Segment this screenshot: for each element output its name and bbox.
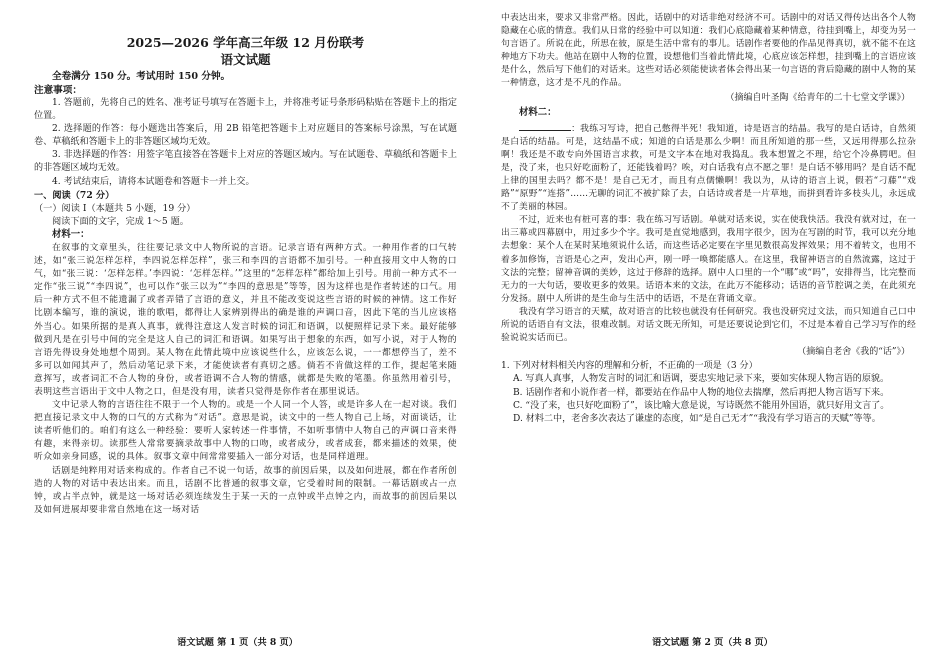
question-1: 1. 下列对材料相关内容的理解和分析，不正确的一项是（3 分）	[501, 361, 758, 372]
page-2-footer: 语文试题 第 2 页（共 8 页）	[652, 637, 773, 648]
fill-blank	[519, 120, 571, 131]
option-b: B. 话剧作者和小说作者一样，都要站在作品中人物的地位去揣摩，然后再把人物言语写下来。	[513, 387, 890, 398]
material-2-source: （摘编自老舍《我的“话”》）	[797, 347, 910, 358]
material-1-continued: 中表达出来，要求又非常严格。因此，话剧中的对话非绝对经济不可。话剧中的对话又得传达出各个人物隐藏在心底的情意。我们从日常的经验中可以知道：我们心底隐藏着某种情意，待挂到嘴上，却变为另一句言语了。所说在此，所思在彼，原是生活中常有的事儿。话剧作者要他的作品见得真切，就不能不在这种地方下功夫。他站在剧中人物的位置，设想他们当着此情此境，心底应该怎样想，挂到嘴上的言语应该是什么，然后写下他们的对话来。这些对话必须能使读者体会得出某一句言语的背后隐藏的剧中人物的某一种情意，这才是不凡的作品。	[501, 13, 916, 89]
notice-heading: 注意事项：	[34, 85, 82, 96]
notice-item: 3. 非选择题的作答：用签字笔直接答在答题卡上对应的答题区域内。写在试题卷、草稿纸和答题卡上的非答题区域均无效。	[34, 150, 457, 174]
material-1-paragraph: 话剧是纯粹用对话来构成的。作者自己不说一句话，故事的前因后果，以及如何进展，都在作者所创造的人物的对话中表达出来。而且，话剧不比普通的叙事文章，它受着时间的限制。一幕话剧或占一点钟，或占半点钟，就是这一场对话必须连续发生于某一天的一点钟或半点钟之内，而故事的前因后果以及如何进展却要非常自然地在这一场对话	[34, 465, 457, 515]
material-2-paragraph: 我没有学习语言的天赋，故对语言的比较也就没有任何研究。我也没研究过文法，而只知道自己口中所说的话语自有文法，很难改制。对话文既无所知，可是还要说论到它们，不过是本着自己学习写作的经验说说实话而已。	[501, 306, 916, 344]
notice-item: 2. 选择题的作答：每小题选出答案后，用 2B 铅笔把答题卡上对应题目的答案标号涂黑，写在试题卷、草稿纸和答题卡上的非答题区域均无效。	[34, 124, 457, 148]
option-c: C. “没了来，也只好吃面粉了”，该比喻大意是说，写诗既然不能用外国语，就只好用文言了。	[513, 400, 890, 411]
material-2-text: ：我练习写诗，把自己憋得半死！我知道，诗是语言的结晶。我写的是白话诗，自然须是白话的结晶。可是，这结晶不成；知道的白话是那么少啊！而且所知道的那一些，又远用得那么拉杂啊！我还是不敢专向外国语言求救，可是文字本在地对我捣乱。我本想置之不理，给它个冷鼻腭吧。但是，没了来，也只好吃面粉了，还能钱着吗？唉，对白话我有点不愿之罪！是白话不够用吗？是自话不配上律的国里去吗？都不是！是自己无才，而且有点儒懒啊！我以为，从诗的语言上说，假若“刁藤”“戏路”“原野”“连搭”……无聊的词汇不被扩除了去，白话诗或者是一片草地，而拼到看许多枝头儿，永远成不了美丽的林园。	[501, 123, 916, 213]
material-2-label: 材料二：	[519, 106, 557, 118]
material-1-paragraph: 在叙事的文章里头，往往要记录文中人物所说的言语。记录言语有两种方式。一种用作者的口气转述，如“张三说怎样怎样，李四说怎样怎样”，张三和李四的言语都不加引号。一种直接用文中人物的口气，如“张三说：‘怎样怎样。’李四说：‘怎样怎样。’”这里的“怎样怎样”都给加上引号。用前一种方式不一定作“张三说”“李四说”，也可以作“张三以为”“李四的意思是”等等，因为这样也是作者转述的口气。用后一种方式不但不能遗漏了或者弄错了言语的意义，并且不能改变说这些言语的时候的神情。这工作好比剧本编写，谁的演说，谁的歌唱，都得让人家辨别得出的确是谁的声调口音，因此下笔的当儿应该格外当心。如果所据的是真人真事，就得注意这人发言时候的词汇和语调，以便照样记录下来。最好能够做到凡是在引号中间的完全是这人自己的词汇和语调。如果写出于想象的东西，如写小说，对于人物的言语先得设身处地想个周到。某人物在此情此境中应该说些什么，应该怎么说，一一都想停当了，差不多可以如闻其声了，然后动笔记录下来，才能使读者有真切之感。倘若不肯做这样的工作，提起笔来随意挥写，或者词汇不合人物的身份，或者语调不合人物的情感，就都是失败的笔墨。你虽然用着引号，表明这些言语出于文中人物之口，但是没有用，读者只觉得是你作者在那里说话。	[34, 242, 457, 397]
material-1-source: （摘编自叶圣陶《给青年的二十七堂文学课》）	[725, 92, 910, 103]
sub-heading: （一）阅读 Ⅰ（本题共 5 小题，19 分）	[34, 202, 196, 214]
section-heading: 一、阅读（72 分）	[34, 189, 115, 201]
reading-instruction: 阅读下面的文字，完成 1～5 题。	[52, 215, 189, 227]
notice-item: 4. 考试结束后，请将本试题卷和答题卡一并上交。	[52, 176, 255, 187]
page-2	[475, 0, 950, 659]
option-a: A. 写真人真事，人物发言时的词汇和语调，要忠实地记录下来，要如实体现人物言语的原貌。	[513, 374, 890, 385]
material-2-paragraph: 不过，近来也有桩可喜的事：我在练习写话剧。单就对话来说，实在使我快活。我没有就对过，在一出三幕或四幕剧中，用过多少个字。我可是直觉地感到，我用字很少，因为在写剧的时节，我可以充分地去想象：某个人在某时某地须说什么话，而这些话必定要在字里见数很高发挥效果；用不着转文，也用不着多加修饰，言语是心之声，发出心声，刚一呼一唤都能感人。在这里，我留神语言的自然流露，这过于文法的完整；留神音调的美妙，这过于修辞的选择。剧中人口里的一个“哪”或“吗”，安排得当，比完整而无力的一大句话，要收更多的效果。话语本来的文法，在此万不能移动；话语的音节腔调之美，在此须充分发扬。剧中人所讲的是生命与生活中的话语，不是在背诵文章。	[501, 215, 916, 304]
notice-item: 1. 答题前，先将自己的姓名、准考证号填写在答题卡上，并将准考证号条形码粘贴在答题卡上的指定位置。	[34, 98, 457, 122]
exam-meta: 全卷满分 150 分。考试用时 150 分钟。	[52, 71, 231, 82]
material-1-paragraph: 文中记录人物的言语往往不限于一个人物的。或是一个人同一个人答，或是许多人在一起对谈。我们把直接记录文中人物的口气的方式称为“对话”。意思是说，读文中的一些人物自己上场，对面谈话，让读者听他们的。咱们有这么一种经验：要听人家转述一件事情，不如听事情中人物自己的声调口音来得有趣，来得亲切。读那些人常常要摘录故事中人物的口吻，或者成分，或者成套，都来描述的效果，使听众如亲身同感，说的具体。叙事文章中间常常要插入一部分对话，也是同样道理。	[34, 400, 457, 463]
option-d: D. 材料二中，老舍多次表达了谦虚的态度，如“是自己无才”“我没有学习语言的天赋”等等。	[513, 413, 881, 424]
exam-title: 2025—2026 学年高三年级 12 月份联考	[126, 35, 365, 50]
material-2-paragraph	[501, 120, 916, 215]
subject-title: 语文试题	[220, 52, 271, 67]
material-1-label: 材料一：	[52, 228, 90, 240]
page-1-footer: 语文试题 第 1 页（共 8 页）	[177, 637, 298, 648]
